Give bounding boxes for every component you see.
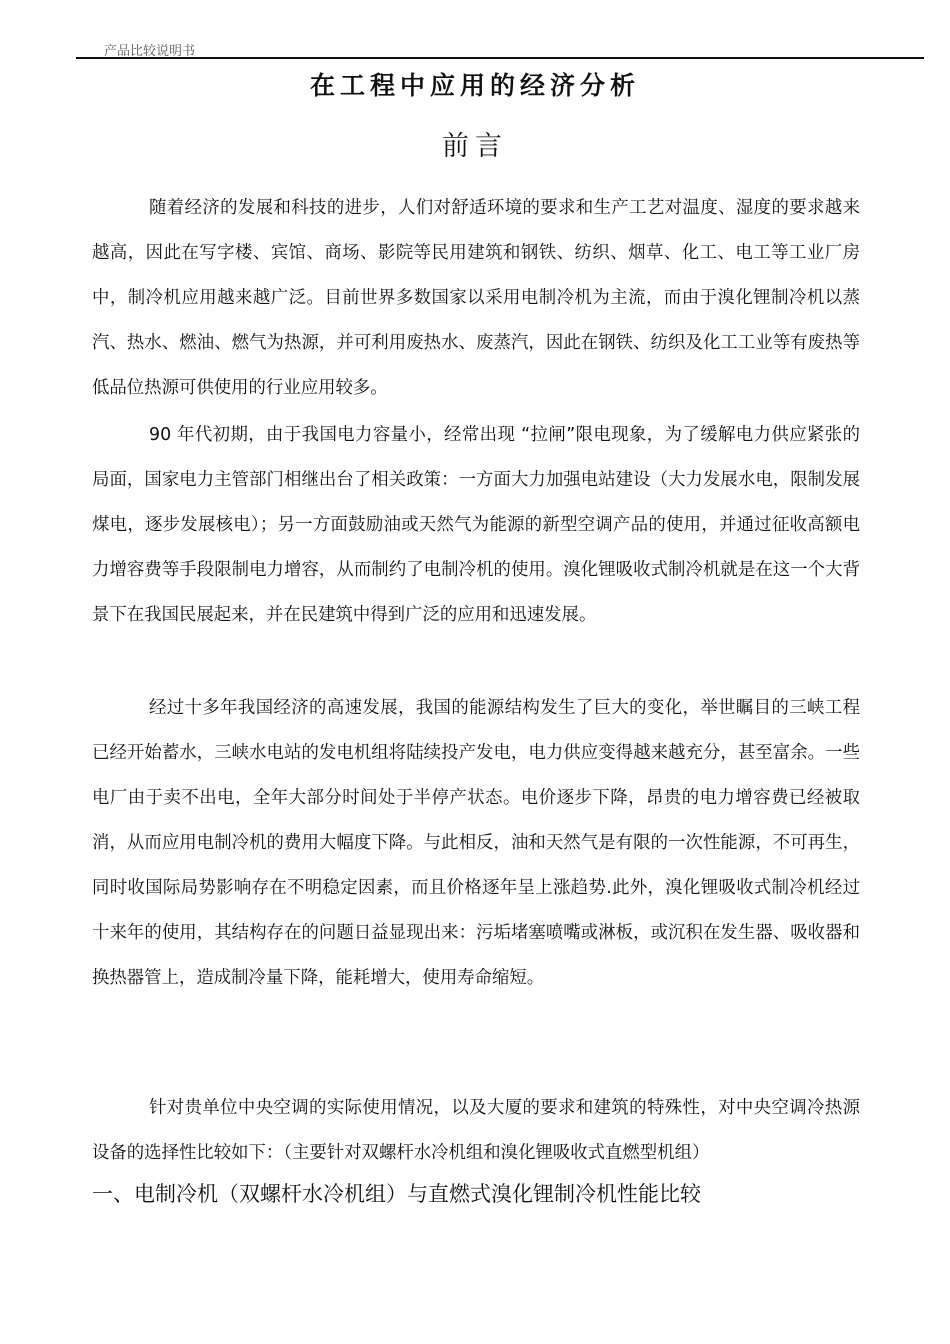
body-paragraph: 90 年代初期，由于我国电力容量小，经常出现 “拉闸”限电现象，为了缓解电力供应紧张的局面，国家电力主管部门相继出台了相关政策：一方面大力加强电站建设（大力发展水电，限制发展煤电，逐步发展核电）；另一方面鼓励油或天然气为能源的新型空调产品的使用，并通过征收高额电力增容费等手段限制电力增容，从而制约了电制冷机的使用。溴化锂吸收式制冷机就是在这一个大背景下在我国民展起来，并在民建筑中得到广泛的应用和迅速发展。	[92, 425, 860, 625]
body-paragraph: 经过十多年我国经济的高速发展，我国的能源结构发生了巨大的变化，举世瞩目的三峡工程已经开始蓄水，三峡水电站的发电机组将陆续投产发电，电力供应变得越来越充分，甚至富余。一些电厂由于卖不出电，全年大部分时间处于半停产状态。电价逐步下降，昂贵的电力增容费已经被取消，从而应用电制冷机的费用大幅度下降。与此相反，油和天然气是有限的一次性能源，不可再生，同时收国际局势影响存在不明稳定因素，而且价格逐年呈上涨趋势.此外，溴化锂吸收式制冷机经过十来年的使用，其结构存在的问题日益显现出来：污垢堵塞喷嘴或淋板，或沉积在发生器、吸收器和换热器管上，造成制冷量下降，能耗增大，使用寿命缩短。	[92, 698, 860, 988]
header-divider	[76, 57, 924, 59]
body-paragraph: 针对贵单位中央空调的实际使用情况，以及大厦的要求和建筑的特殊性，对中央空调冷热源设备的选择性比较如下：（主要针对双螺杆水冷机组和溴化锂吸收式直燃型机组）	[92, 1098, 860, 1163]
running-header: 产品比较说明书	[104, 44, 196, 59]
body-paragraph: 随着经济的发展和科技的进步，人们对舒适环境的要求和生产工艺对温度、湿度的要求越来越高，因此在写字楼、宾馆、商场、影院等民用建筑和钢铁、纺织、烟草、化工、电工等工业厂房中，制冷机应用越来越广泛。目前世界多数国家以采用电制冷机为主流，而由于溴化锂制冷机以蒸汽、热水、燃油、燃气为热源，并可利用废热水、废蒸汽，因此在钢铁、纺织及化工工业等有废热等低品位热源可供使用的行业应用较多。	[92, 198, 860, 398]
document-title: 在工程中应用的经济分析	[309, 71, 640, 100]
section-heading: 一、电制冷机（双螺杆水冷机组）与直燃式溴化锂制冷机性能比较	[92, 1182, 701, 1206]
document-subtitle: 前言	[442, 131, 508, 162]
